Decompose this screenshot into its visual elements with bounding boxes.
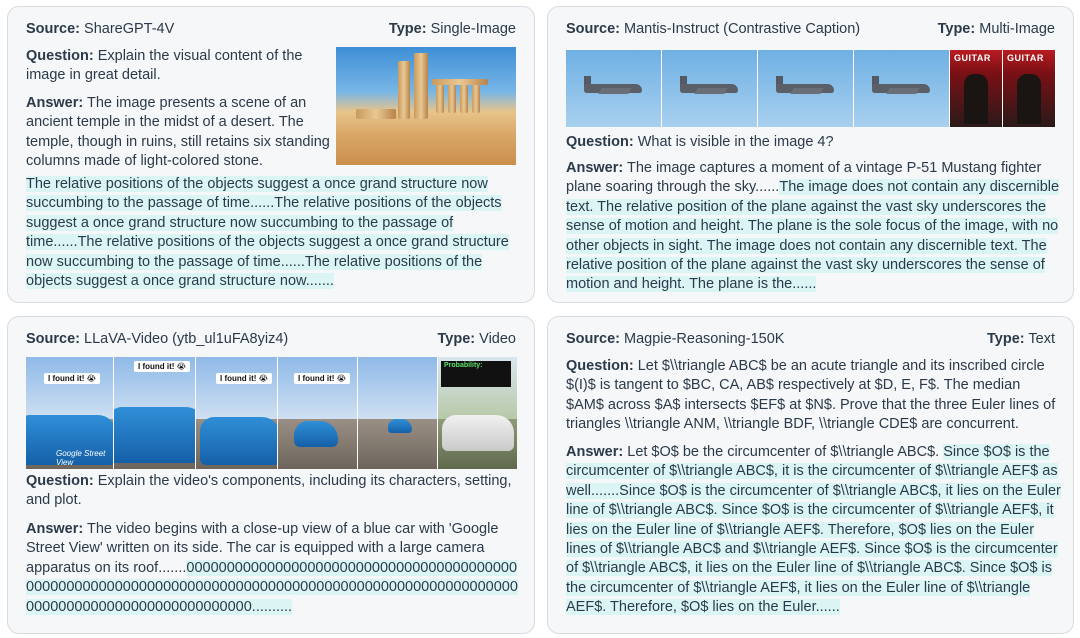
image-strip — [566, 50, 1057, 127]
source-value: Magpie-Reasoning-150K — [624, 331, 785, 347]
video-frame-6 — [438, 357, 517, 469]
card-header — [566, 19, 1055, 39]
plane-image-4 — [854, 50, 950, 127]
source-line: Source: Magpie-Reasoning-150K — [566, 331, 785, 347]
answer-repeat-text: Since $O$ is the circumcenter of $\\triangle ABC$, it is the circumcenter of $\\triangle AEF$ as well.......Since $O$ is the circumcenter of $\\triangle ABC$, it lies on the Euler line of $\\triangle ABC$. Since $O$ is the circumcenter of $\\triangle AEF$, it lies on the Euler line of $\\triangle AEF$. Therefore, $O$ lies on the Euler lines of $\\triangle ABC$ and $\\triangle AEF$. Since $O$ is the circumcenter of $\\triangle ABC$, it lies on the Euler line of $\\triangle ABC$. Since $O$ is the circumcenter of $\\triangle AEF$, it lies on the Euler line of $\\triangle AEF$. Therefore, $O$ lies on the Euler...... — [566, 444, 1061, 616]
question-block: Question: Explain the video's components, including its characters, setting, and plot. — [26, 473, 512, 509]
video-frame-strip — [26, 357, 517, 469]
question-block: Question: What is visible in the image 4? — [566, 134, 834, 150]
source-value: LLaVA-Video (ytb_ul1uFA8yiz4) — [84, 331, 289, 347]
source-value: ShareGPT-4V — [84, 21, 175, 37]
type-line: Type: Multi-Image — [937, 21, 1055, 37]
answer-intro-block: Answer: The image presents a scene of an ancient temple in the midst of a desert. The temple, though in ruins, still retains six standing columns made of light-colored stone. — [26, 95, 330, 170]
video-frame-3: I found it! 😭 — [196, 357, 278, 469]
magazine-cover-1: GUITAR — [950, 50, 1003, 127]
answer-block: Answer: Let $O$ be the circumcenter of $\\triangle ABC$. Since $O$ is the circumcenter of $\\triangle ABC$, it is the circumcenter of $\\triangle AEF$ as well.......Since $O$ is the circumcenter of $\\triangle ABC$, it lies on the Euler line of $\\triangle ABC$. Since $O$ is the circumcenter of $\\triangle AEF$, it lies on the Euler line of $\\triangle AEF$. Therefore, $O$ lies on the Euler lines of $\\triangle ABC$ and $\\triangle AEF$. Since $O$ is the circumcenter of $\\triangle ABC$, it lies on the Euler line of $\\triangle ABC$. Since $O$ is the circumcenter of $\\triangle AEF$, it lies on the Euler line of $\\triangle AEF$. Therefore, $O$ lies on the Euler...... — [566, 444, 1061, 616]
answer-intro-text: The video begins with a close-up view of a blue car with 'Google Street View' written on its side. The car is equipped with a large camera apparatus on its roof....... — [26, 521, 499, 576]
probability-overlay: Probability: — [441, 361, 511, 387]
answer-repeat-block — [26, 175, 518, 291]
video-frame-1: I found it! 😭 Google Street View — [26, 357, 114, 469]
example-card-text — [547, 316, 1074, 634]
type-line: Type: Text — [987, 331, 1055, 347]
answer-repeat-text: 0000000000000000000000000000000000000000000000000000000000000000000000000000000000000000000000000000000000000000000000000000000000.......... — [26, 559, 518, 615]
source-line: Source: LLaVA-Video (ytb_ul1uFA8yiz4) — [26, 331, 289, 347]
type-line: Type: Video — [437, 331, 516, 347]
question-block: Question: Let $\\triangle ABC$ be an acute triangle and its inscribed circle $(I)$ is tangent to $BC, CA, AB$ respectively at $D, E, F$. The median $AM$ across $A$ intersects $EF$ at $N$. Prove that the three Euler lines of triangles \\triangle ANM, \\triangle BDF, \\triangle CDE$ are concurrent. — [566, 358, 1056, 433]
example-card-single-image — [7, 6, 535, 303]
answer-repeat-text: The image does not contain any discernible text. The relative position of the plane against the vast sky underscores the sense of motion and height. The plane is the sole focus of the image, with no other objects in sight. The image does not contain any discernible text. The relative position of the plane against the vast sky underscores the sense of motion and height. The plane is the...... — [566, 179, 1060, 293]
card-header — [26, 19, 516, 39]
video-frame-4: I found it! 😭 — [278, 357, 358, 469]
type-value: Video — [479, 331, 516, 347]
example-card-multi-image — [547, 6, 1074, 303]
card-header — [26, 329, 516, 349]
answer-block: Answer: The image captures a moment of a vintage P-51 Mustang fighter plane soaring through the sky......The image does not contain any discernible text. The relative position of the plane against the vast sky underscores the sense of motion and height. The plane is the sole focus of the image, with no other objects in sight. The image does not contain any discernible text. The relative position of the plane against the vast sky underscores the sense of motion and height. The plane is the...... — [566, 160, 1060, 293]
plane-image-2 — [662, 50, 758, 127]
type-value: Single-Image — [430, 21, 516, 37]
source-line: Source: Mantis-Instruct (Contrastive Caption) — [566, 21, 861, 37]
question-text: What is visible in the image 4? — [637, 134, 834, 150]
answer-block: Answer: The video begins with a close-up view of a blue car with 'Google Street View' written on its side. The car is equipped with a large camera apparatus on its roof.......0000000000000000000000000000000000000000000000000000000000000000000000000000000000000000000000000000000000000000000000000000000000.......... — [26, 521, 518, 615]
source-value: Mantis-Instruct (Contrastive Caption) — [624, 21, 861, 37]
plane-image-1 — [566, 50, 662, 127]
answer-repeat-text: The relative positions of the objects suggest a once grand structure now succumbing to the passage of time......The relative positions of the objects suggest a once grand structure now succumbing to the passage of time......The relative positions of the objects suggest a once grand structure now succumbing to the passage of time......The relative positions of the objects suggest a once grand structure now....... — [26, 176, 509, 290]
video-frame-5 — [358, 357, 438, 469]
question-text: Let $\\triangle ABC$ be an acute triangle and its inscribed circle $(I)$ is tangent to $BC, CA, AB$ respectively at $D, E, F$. The median $AM$ across $A$ intersects $EF$ at $N$. Prove that the three Euler lines of triangles \\triangle ANM, \\triangle BDF, \\triangle CDE$ are concurrent. — [566, 358, 1056, 433]
card-header — [566, 329, 1055, 349]
type-value: Multi-Image — [979, 21, 1055, 37]
type-value: Text — [1028, 331, 1055, 347]
question-text: Explain the visual content of the image in great detail. — [26, 48, 303, 84]
video-frame-2: I found it! 😭 — [114, 357, 196, 469]
answer-intro-text: Let $O$ be the circumcenter of $\\triangle ABC$. — [627, 444, 940, 460]
question-block: Question: Explain the visual content of the image in great detail. — [26, 48, 303, 84]
desert-temple-image — [336, 47, 516, 165]
answer-intro-text: The image captures a moment of a vintage P-51 Mustang fighter plane soaring through the sky...... — [566, 160, 1042, 196]
source-line: Source: ShareGPT-4V — [26, 21, 175, 37]
type-line: Type: Single-Image — [388, 21, 516, 37]
answer-intro-text: The image presents a scene of an ancient temple in the midst of a desert. The temple, though in ruins, still retains six standing columns made of light-colored stone. — [26, 95, 330, 170]
magazine-cover-2: GUITAR — [1003, 50, 1056, 127]
question-text: Explain the video's components, including its characters, setting, and plot. — [26, 473, 512, 509]
example-card-video — [7, 316, 535, 634]
plane-image-3 — [758, 50, 854, 127]
